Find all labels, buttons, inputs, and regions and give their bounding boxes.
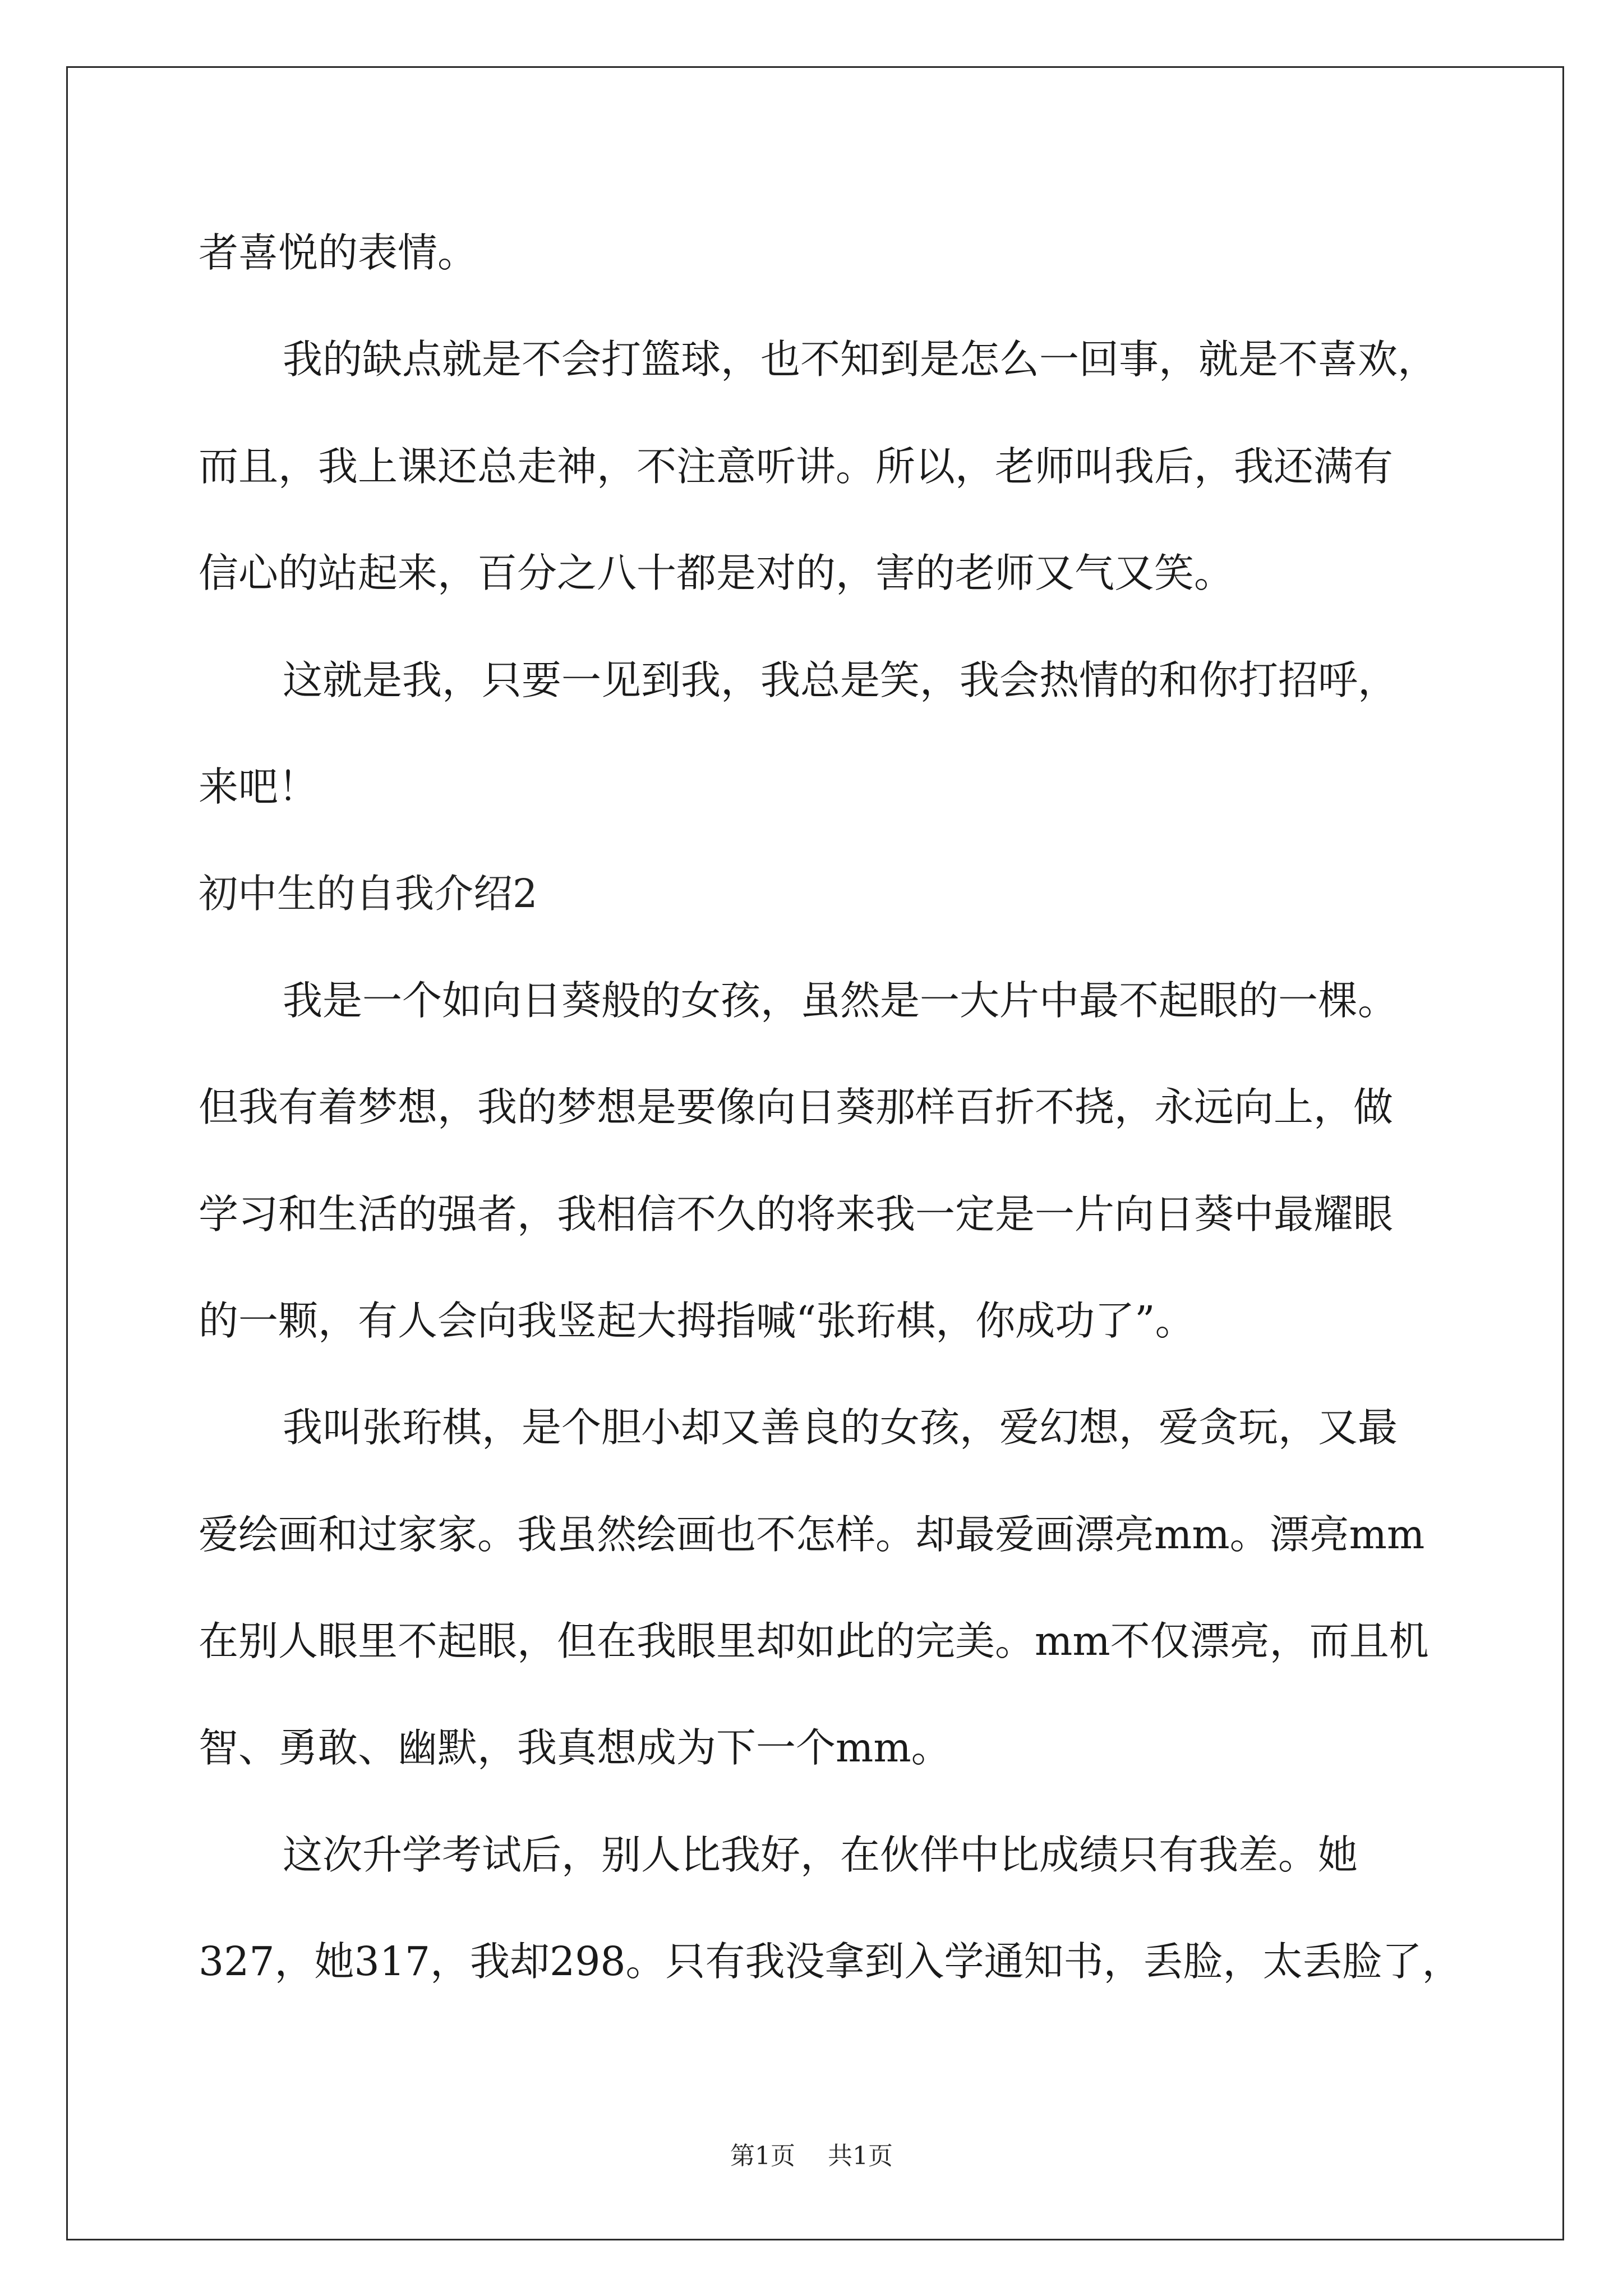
text-line: 信心的站起来，百分之八十都是对的，害的老师又气又笑。: [199, 550, 1234, 597]
section-heading: 初中生的自我介绍2: [199, 871, 538, 917]
text-line: 但我有着梦想，我的梦想是要像向日葵那样百折不挠，永远向上，做: [199, 1084, 1394, 1131]
paragraph: [199, 1802, 1466, 2016]
document-body: [199, 200, 1466, 2016]
text-line: 我是一个如向日葵般的女孩，虽然是一大片中最不起眼的一棵。: [283, 977, 1398, 1024]
text-line: 爱绘画和过家家。我虽然绘画也不怎样。却最爱画漂亮mm。漂亮mm: [199, 1511, 1425, 1558]
text-line: 在别人眼里不起眼，但在我眼里却如此的完美。mm不仅漂亮，而且机: [199, 1618, 1429, 1665]
paragraph: [199, 947, 1466, 1375]
text-line: 者喜悦的表情。: [199, 229, 478, 276]
page-total: 共1页: [828, 2142, 893, 2170]
text-line: 智、勇敢、幽默，我真想成为下一个mm。: [199, 1724, 951, 1772]
paragraph: [199, 1374, 1466, 1802]
text-line: 学习和生活的强者，我相信不久的将来我一定是一片向日葵中最耀眼: [199, 1190, 1394, 1237]
page-number: 第1页: [730, 2142, 795, 2170]
text-line: 我叫张珩棋，是个胆小却又善良的女孩，爱幻想，爱贪玩，又最: [283, 1404, 1398, 1451]
text-line: 而且，我上课还总走神，不注意听讲。所以，老师叫我后，我还满有: [199, 443, 1394, 490]
text-line: 327，她317，我却298。只有我没拿到入学通知书，丢脸，太丢脸了，: [199, 1938, 1462, 1985]
text-line: 来吧！: [199, 763, 319, 810]
text-line: 的一颗，有人会向我竖起大拇指喊“张珩棋，你成功了”。: [199, 1297, 1195, 1344]
paragraph: [199, 627, 1466, 841]
text-line: 这就是我，只要一见到我，我总是笑，我会热情的和你打招呼，: [283, 656, 1398, 703]
text-line: 这次升学考试后，别人比我好，在伙伴中比成绩只有我差。她: [283, 1831, 1358, 1878]
paragraph: [199, 200, 1466, 306]
paragraph: [199, 306, 1466, 627]
page-footer: [0, 2139, 1623, 2173]
text-line: 我的缺点就是不会打篮球，也不知到是怎么一回事，就是不喜欢，: [283, 336, 1438, 383]
